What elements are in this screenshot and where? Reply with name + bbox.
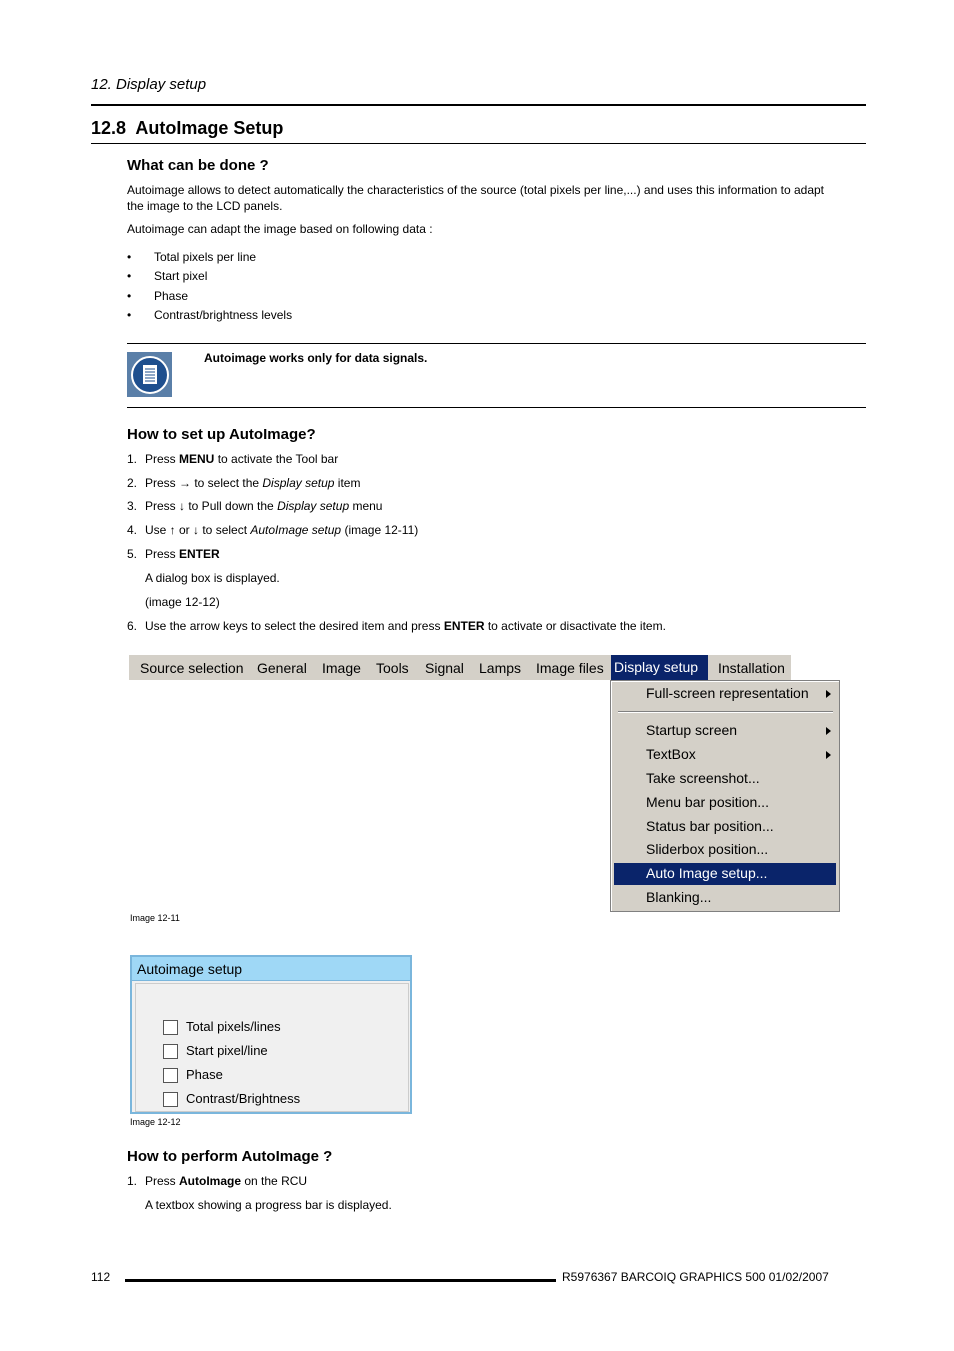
menu-tools[interactable]: Tools xyxy=(376,660,409,676)
image-caption: Image 12-11 xyxy=(130,913,180,923)
menu-image[interactable]: Image xyxy=(322,660,361,676)
menu-separator xyxy=(618,711,833,712)
menu-lamps[interactable]: Lamps xyxy=(479,660,522,676)
checkbox-start-pixel[interactable] xyxy=(163,1044,178,1059)
menuitem-take-screenshot[interactable]: Take screenshot... xyxy=(646,770,760,786)
checkbox-contrast-brightness[interactable] xyxy=(163,1092,178,1107)
autoimage-dialog xyxy=(130,955,412,1114)
checkbox-phase[interactable] xyxy=(163,1068,178,1083)
step-5-image-ref: (image 12-12) xyxy=(145,595,220,609)
checkbox-label: Start pixel/line xyxy=(186,1043,268,1058)
menuitem-full-screen[interactable]: Full-screen representation xyxy=(646,685,809,701)
submenu-arrow-icon xyxy=(826,727,831,735)
menu-installation[interactable]: Installation xyxy=(718,660,785,676)
menuitem-startup-screen[interactable]: Startup screen xyxy=(646,722,738,738)
menu-signal[interactable]: Signal xyxy=(425,660,464,676)
display-setup-dropdown xyxy=(610,680,840,912)
heading-what-can-be-done: What can be done ? xyxy=(127,157,269,174)
submenu-arrow-icon xyxy=(826,690,831,698)
submenu-arrow-icon xyxy=(826,751,831,759)
image-caption: Image 12-12 xyxy=(130,1117,181,1127)
note-text: Autoimage works only for data signals. xyxy=(204,351,428,365)
menuitem-textbox[interactable]: TextBox xyxy=(646,746,696,762)
paragraph-adapt: Autoimage can adapt the image based on following data : xyxy=(127,222,433,236)
menuitem-sliderbox-position[interactable]: Sliderbox position... xyxy=(646,841,769,857)
menu-display-setup[interactable]: Display setup xyxy=(611,655,708,680)
menuitem-status-bar-position[interactable]: Status bar position... xyxy=(646,818,774,834)
menuitem-auto-image-setup[interactable]: Auto Image setup... xyxy=(646,865,768,881)
heading-how-to-setup: How to set up AutoImage? xyxy=(127,426,316,443)
paragraph-intro: Autoimage allows to detect automatically the characteristics of the source (total pixels per line,...) and uses this information to adapt the image to the LCD panels. xyxy=(127,183,825,213)
chapter-header: 12. Display setup xyxy=(91,76,207,93)
menu-bar xyxy=(129,655,791,680)
checkbox-label: Total pixels/lines xyxy=(186,1019,281,1034)
dialog-body xyxy=(135,983,409,1112)
section-rule xyxy=(91,143,866,144)
heading-how-to-perform: How to perform AutoImage ? xyxy=(127,1148,333,1165)
menuitem-blanking[interactable]: Blanking... xyxy=(646,889,712,905)
checkbox-label: Phase xyxy=(186,1067,223,1082)
checkbox-total-pixels[interactable] xyxy=(163,1020,178,1035)
page-number: 112 xyxy=(91,1270,111,1284)
step-5-detail: A dialog box is displayed. xyxy=(145,571,280,585)
perform-step-1-detail: A textbox showing a progress bar is displayed. xyxy=(145,1198,392,1212)
section-title: 12.8 AutoImage Setup xyxy=(91,118,284,138)
note-icon xyxy=(127,352,172,397)
note-rule-top xyxy=(127,343,866,344)
note-rule-bottom xyxy=(127,407,866,408)
menu-image-files[interactable]: Image files xyxy=(536,660,604,676)
footer-reference: R5976367 BARCOIQ GRAPHICS 500 01/02/2007 xyxy=(562,1270,829,1284)
checkbox-label: Contrast/Brightness xyxy=(186,1091,301,1106)
header-rule xyxy=(91,104,866,106)
footer-rule xyxy=(125,1279,556,1282)
menu-source-selection[interactable]: Source selection xyxy=(140,660,244,676)
menuitem-menu-bar-position[interactable]: Menu bar position... xyxy=(646,794,769,810)
menu-general[interactable]: General xyxy=(257,660,307,676)
dialog-title: Autoimage setup xyxy=(132,957,410,981)
